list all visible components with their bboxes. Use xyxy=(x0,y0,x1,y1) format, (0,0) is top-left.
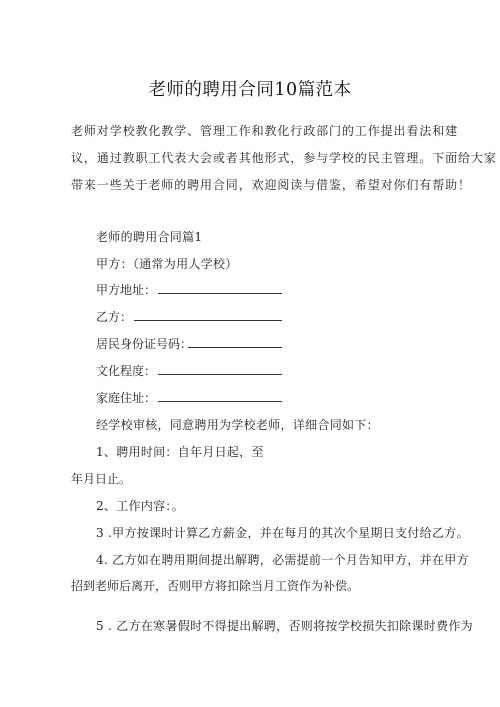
document-title: 老师的聘用合同10篇范本 xyxy=(148,80,352,100)
clause-3: 3 .甲方按课时计算乙方薪金，并在每月的其次个星期日支付给乙方。 xyxy=(96,526,469,540)
section-heading: 老师的聘用合同篇1 xyxy=(96,230,203,244)
id-number-blank xyxy=(188,347,282,348)
clause-1-line-1: 1、聘用时间：自年月日起，至 xyxy=(96,445,264,459)
party-b-blank xyxy=(134,320,282,321)
home-address-label: 家庭住址： xyxy=(96,391,157,405)
education-blank xyxy=(158,374,282,375)
home-address-blank xyxy=(158,401,282,402)
clause-preamble: 经学校审核，同意聘用为学校老师，详细合同如下： xyxy=(96,418,379,432)
id-number-label: 居民身份证号码： xyxy=(96,337,193,351)
clause-2: 2、工作内容：。 xyxy=(96,499,185,513)
intro-line-1: 老师对学校教化教学、管理工作和教化行政部门的工作提出看法和建 xyxy=(71,124,459,138)
clause-5-line-1: 5 . 乙方在寒暑假时不得提出解聘，否则将按学校损失扣除课时费作为 xyxy=(96,619,473,633)
party-a-line: 甲方：（通常为用人学校） xyxy=(96,257,238,271)
party-b-label: 乙方： xyxy=(96,310,133,324)
education-label: 文化程度： xyxy=(96,364,157,378)
intro-line-2: 议，通过教职工代表大会或者其他形式，参与学校的民主管理。下面给大家 xyxy=(71,151,497,165)
party-a-address-label: 甲方地址： xyxy=(96,283,157,297)
clause-1-line-2: 年月日止。 xyxy=(71,472,132,486)
intro-line-3: 带来一些关于老师的聘用合同，欢迎阅读与借鉴，希望对你们有帮助！ xyxy=(71,178,471,192)
party-a-address-blank xyxy=(158,293,282,294)
clause-4-line-2: 招到老师后离开，否则甲方将扣除当月工资作为补偿。 xyxy=(71,579,360,593)
clause-4-line-1: 4. 乙方如在聘用期间提出解聘，必需提前一个月告知甲方，并在甲方 xyxy=(96,553,469,567)
